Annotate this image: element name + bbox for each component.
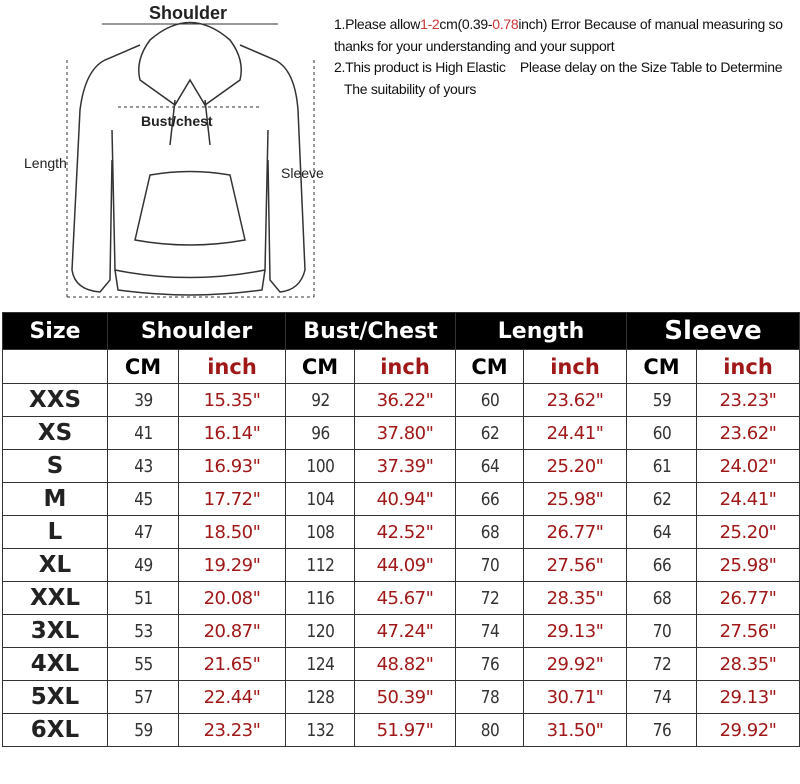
cm-cell: 108 (291, 516, 350, 549)
cm-cell: 64 (461, 450, 519, 483)
inch-cell: 21.65" (179, 648, 286, 681)
cm-cell: 120 (291, 615, 350, 648)
size-cell: XS (3, 417, 108, 450)
inch-cell: 29.13" (524, 615, 627, 648)
cm-cell: 76 (632, 714, 692, 747)
cm-cell: 74 (632, 681, 692, 714)
note-2: 2.This product is High Elastic Please delay on the Size Table to Determine (334, 59, 783, 75)
size-rows (3, 384, 800, 747)
size-cell: XXS (3, 384, 108, 417)
size-cell: 3XL (3, 615, 108, 648)
table-row (3, 615, 800, 648)
cm-cell: 66 (461, 483, 519, 516)
table-row (3, 582, 800, 615)
inch-cell: 27.56" (697, 615, 800, 648)
inch-cell: 29.92" (697, 714, 800, 747)
unit-blank (3, 350, 108, 384)
inch-cell: 24.41" (697, 483, 800, 516)
inch-cell: 24.02" (697, 450, 800, 483)
inch-cell: 23.62" (697, 417, 800, 450)
unit-cm: CM (286, 350, 355, 384)
inch-cell: 48.82" (355, 648, 456, 681)
inch-cell: 23.23" (697, 384, 800, 417)
cm-cell: 49 (113, 549, 173, 582)
inch-cell: 23.23" (179, 714, 286, 747)
inch-cell: 16.93" (179, 450, 286, 483)
table-row (3, 384, 800, 417)
note-range: 1-2 (420, 16, 440, 32)
cm-cell: 57 (113, 681, 173, 714)
cm-cell: 60 (632, 417, 692, 450)
inch-cell: 44.09" (355, 549, 456, 582)
cm-cell: 39 (113, 384, 173, 417)
header-row (3, 313, 800, 350)
header-bust: Bust/Chest (286, 313, 456, 350)
inch-cell: 42.52" (355, 516, 456, 549)
unit-inch: inch (355, 350, 456, 384)
note-1-cont: thanks for your understanding and your support (334, 37, 615, 54)
cm-cell: 128 (291, 681, 350, 714)
cm-cell: 72 (461, 582, 519, 615)
cm-cell: 76 (461, 648, 519, 681)
cm-cell: 61 (632, 450, 692, 483)
table-row (3, 516, 800, 549)
cm-cell: 66 (632, 549, 692, 582)
table-row (3, 450, 800, 483)
inch-cell: 36.22" (355, 384, 456, 417)
inch-cell: 16.14" (179, 417, 286, 450)
header-length: Length (456, 313, 627, 350)
note-text: 1.Please allow (334, 16, 421, 32)
cm-cell: 116 (291, 582, 350, 615)
unit-cm: CM (627, 350, 697, 384)
length-label: Length (24, 155, 67, 171)
size-cell: XL (3, 549, 108, 582)
size-cell: 5XL (3, 681, 108, 714)
unit-cm: CM (456, 350, 524, 384)
size-cell: 4XL (3, 648, 108, 681)
cm-cell: 43 (113, 450, 173, 483)
size-cell: L (3, 516, 108, 549)
note-range: 0.78 (492, 16, 519, 32)
cm-cell: 64 (632, 516, 692, 549)
size-cell: M (3, 483, 108, 516)
sleeve-label: Sleeve (281, 165, 324, 181)
hoodie-illustration (0, 0, 330, 305)
cm-cell: 51 (113, 582, 173, 615)
inch-cell: 20.87" (179, 615, 286, 648)
inch-cell: 28.35" (524, 582, 627, 615)
inch-cell: 30.71" (524, 681, 627, 714)
inch-cell: 29.13" (697, 681, 800, 714)
inch-cell: 24.41" (524, 417, 627, 450)
inch-cell: 23.62" (524, 384, 627, 417)
inch-cell: 51.97" (355, 714, 456, 747)
cm-cell: 104 (291, 483, 350, 516)
cm-cell: 132 (291, 714, 350, 747)
inch-cell: 25.98" (697, 549, 800, 582)
unit-inch: inch (697, 350, 800, 384)
bust-label: Bust/chest (141, 113, 213, 129)
inch-cell: 28.35" (697, 648, 800, 681)
inch-cell: 29.92" (524, 648, 627, 681)
note-1 (334, 14, 783, 36)
size-cell: S (3, 450, 108, 483)
size-table (2, 312, 800, 747)
cm-cell: 41 (113, 417, 173, 450)
cm-cell: 53 (113, 615, 173, 648)
inch-cell: 27.56" (524, 549, 627, 582)
cm-cell: 62 (632, 483, 692, 516)
unit-row (3, 350, 800, 384)
cm-cell: 59 (113, 714, 173, 747)
inch-cell: 26.77" (524, 516, 627, 549)
table-row (3, 648, 800, 681)
inch-cell: 40.94" (355, 483, 456, 516)
table-row (3, 417, 800, 450)
cm-cell: 68 (632, 582, 692, 615)
table-row (3, 714, 800, 747)
inch-cell: 20.08" (179, 582, 286, 615)
measurement-notes (334, 14, 783, 100)
inch-cell: 31.50" (524, 714, 627, 747)
inch-cell: 15.35" (179, 384, 286, 417)
inch-cell: 22.44" (179, 681, 286, 714)
size-cell: XXL (3, 582, 108, 615)
inch-cell: 19.29" (179, 549, 286, 582)
cm-cell: 62 (461, 417, 519, 450)
unit-inch: inch (179, 350, 286, 384)
cm-cell: 60 (461, 384, 519, 417)
inch-cell: 50.39" (355, 681, 456, 714)
note-2-cont: The suitability of yours (344, 80, 477, 97)
cm-cell: 70 (632, 615, 692, 648)
inch-cell: 37.39" (355, 450, 456, 483)
inch-cell: 25.20" (697, 516, 800, 549)
table-row (3, 483, 800, 516)
cm-cell: 45 (113, 483, 173, 516)
cm-cell: 72 (632, 648, 692, 681)
cm-cell: 70 (461, 549, 519, 582)
cm-cell: 74 (461, 615, 519, 648)
size-cell: 6XL (3, 714, 108, 747)
inch-cell: 25.98" (524, 483, 627, 516)
inch-cell: 17.72" (179, 483, 286, 516)
unit-inch: inch (524, 350, 627, 384)
table-row (3, 549, 800, 582)
table-row (3, 681, 800, 714)
cm-cell: 78 (461, 681, 519, 714)
inch-cell: 26.77" (697, 582, 800, 615)
cm-cell: 55 (113, 648, 173, 681)
inch-cell: 37.80" (355, 417, 456, 450)
note-text: cm(0.39- (439, 16, 493, 32)
cm-cell: 100 (291, 450, 350, 483)
inch-cell: 18.50" (179, 516, 286, 549)
cm-cell: 68 (461, 516, 519, 549)
cm-cell: 47 (113, 516, 173, 549)
cm-cell: 80 (461, 714, 519, 747)
inch-cell: 47.24" (355, 615, 456, 648)
cm-cell: 59 (632, 384, 692, 417)
cm-cell: 92 (291, 384, 350, 417)
cm-cell: 112 (291, 549, 350, 582)
unit-cm: CM (108, 350, 179, 384)
inch-cell: 45.67" (355, 582, 456, 615)
header-size: Size (3, 313, 108, 350)
note-text: inch) Error Because of manual measuring so (518, 16, 783, 32)
inch-cell: 25.20" (524, 450, 627, 483)
cm-cell: 96 (291, 417, 350, 450)
cm-cell: 124 (291, 648, 350, 681)
shoulder-label: Shoulder (149, 3, 228, 23)
header-sleeve: Sleeve (627, 313, 800, 350)
header-shoulder: Shoulder (108, 313, 286, 350)
